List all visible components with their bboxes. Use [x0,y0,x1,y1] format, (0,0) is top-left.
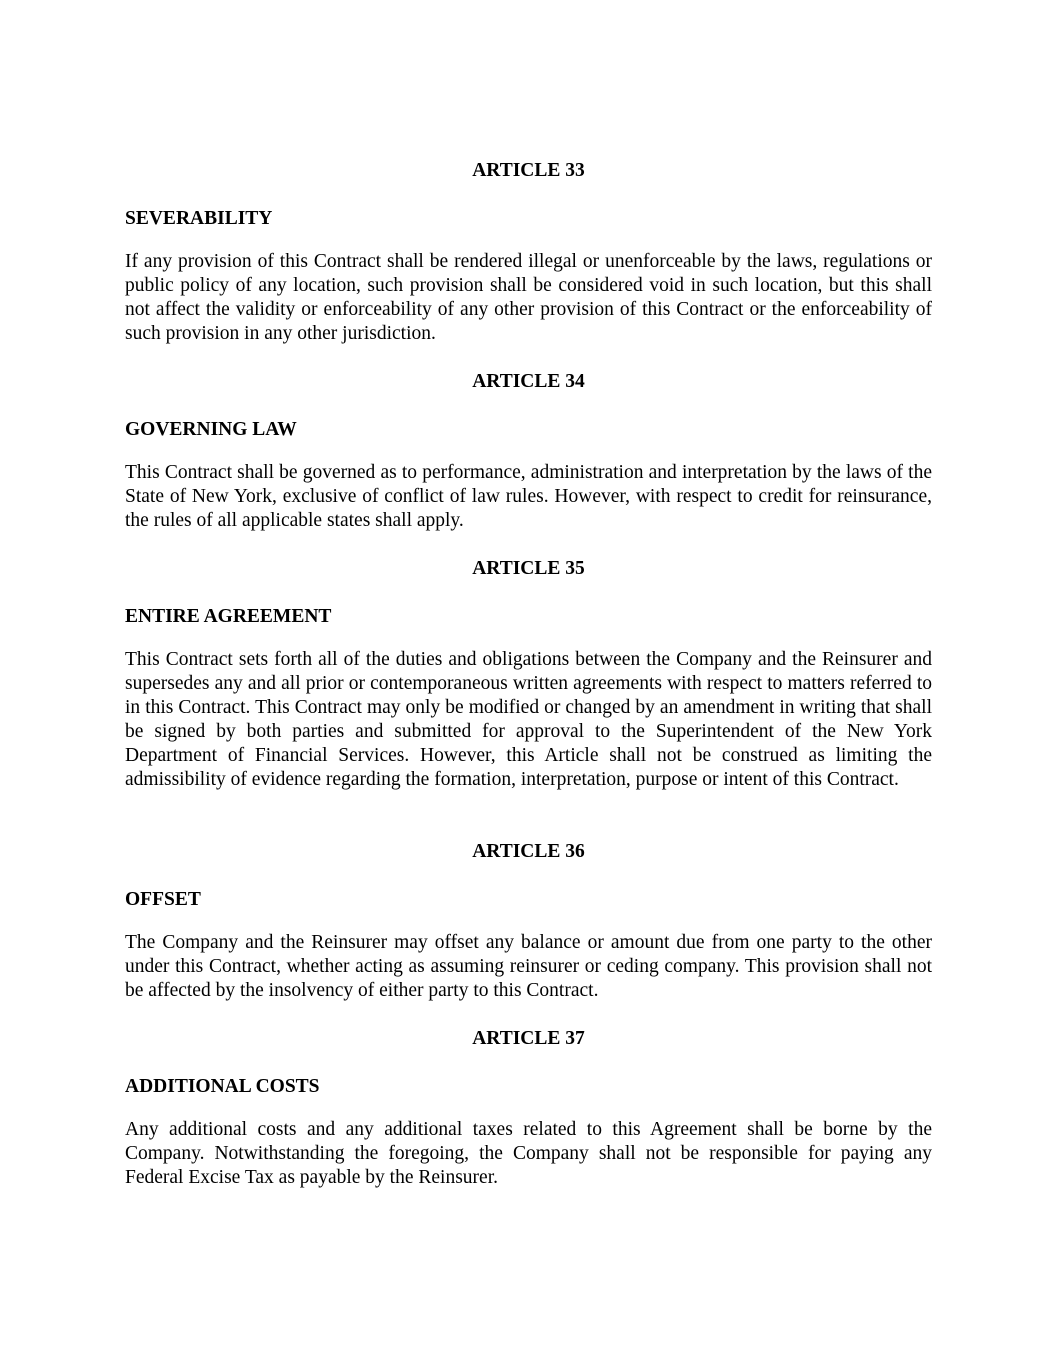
article-number: ARTICLE 37 [472,1028,585,1049]
article-title: SEVERABILITY [125,208,273,229]
article-number: ARTICLE 33 [472,160,585,181]
article-number: ARTICLE 35 [472,558,585,579]
article-body: This Contract shall be governed as to performance, administration and interpretation by the laws of the State of New York, exclusive of conflict of law rules. However, with respect to credit for reinsurance, the rules of all applicable states shall apply. [125,462,932,531]
article-number: ARTICLE 34 [472,371,585,392]
article-title: ADDITIONAL COSTS [125,1076,320,1097]
article-body: The Company and the Reinsurer may offset any balance or amount due from one party to the other under this Contract, whether acting as assuming reinsurer or ceding company. This provision shall not be affected by the insolvency of either party to this Contract. [125,932,932,1001]
article-body: If any provision of this Contract shall be rendered illegal or unenforceable by the laws, regulations or public policy of any location, such provision shall be considered void in such location, but this shall not affect the validity or enforceability of any other provision of this Contract or the enforceability of such provision in any other jurisdiction. [125,251,932,344]
article-title: GOVERNING LAW [125,419,297,440]
article-body: This Contract sets forth all of the duties and obligations between the Company and the Reinsurer and supersedes any and all prior or contemporaneous written agreements with respect to matters referred to in this Contract. This Contract may only be modified or changed by an amendment in writing that shall be signed by both parties and submitted for approval to the Superintendent of the New York Department of Financial Services. However, this Article shall not be construed as limiting the admissibility of evidence regarding the formation, interpretation, purpose or intent of this Contract. [125,649,932,790]
article-body: Any additional costs and any additional taxes related to this Agreement shall be borne by the Company. Notwithstanding the foregoing, the Company shall not be responsible for paying any Federal Excise Tax as payable by the Reinsurer. [125,1119,932,1188]
article-title: OFFSET [125,889,201,910]
article-title: ENTIRE AGREEMENT [125,606,332,627]
article-number: ARTICLE 36 [472,841,585,862]
